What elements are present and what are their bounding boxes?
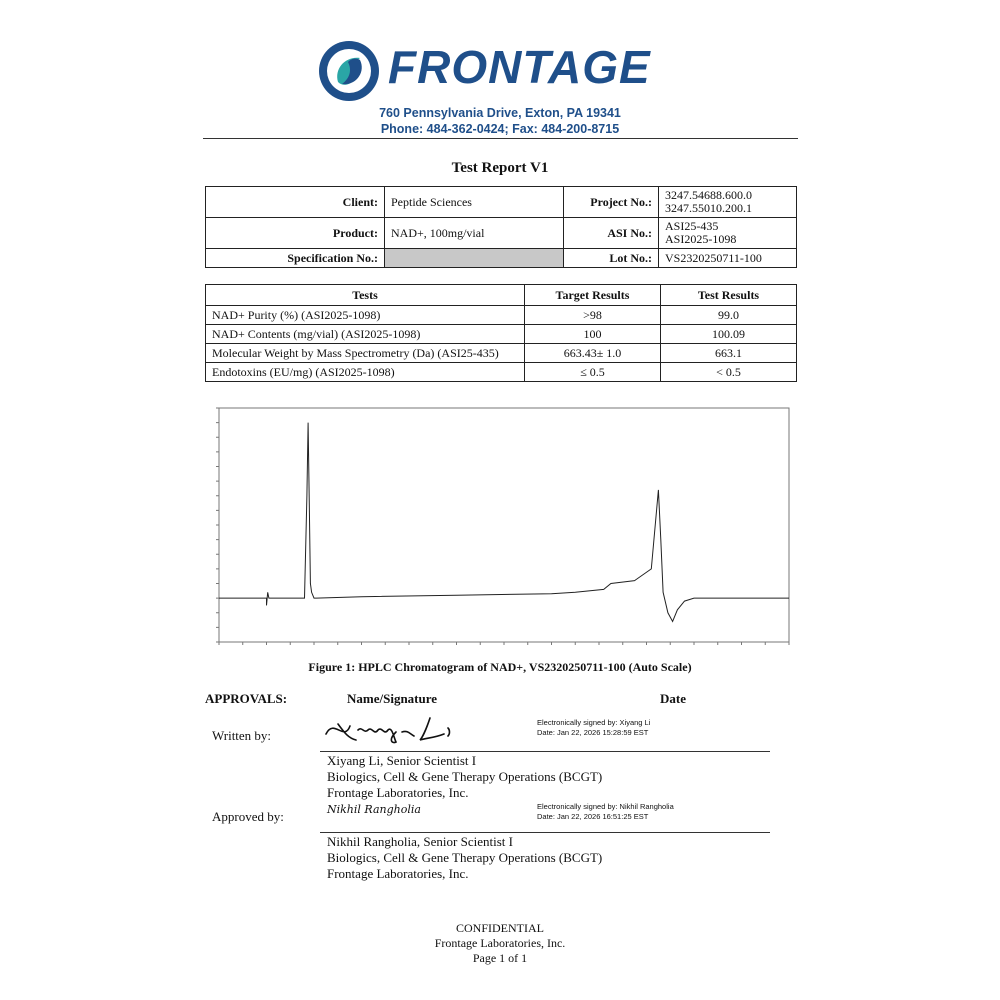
company-logo — [316, 36, 688, 106]
header-divider — [203, 138, 798, 139]
project-number-1: 3247.54688.600.0 — [665, 188, 752, 202]
written-esig-date: Date: Jan 22, 2026 15:28:59 EST — [537, 728, 649, 737]
target-result: >98 — [525, 306, 661, 325]
written-signature-line — [320, 751, 770, 752]
test-result: 663.1 — [661, 344, 797, 363]
approved-signature-line — [320, 832, 770, 833]
table-row — [206, 306, 797, 325]
date-heading: Date — [660, 691, 686, 706]
company-name: FRONTAGE — [388, 41, 651, 93]
project-value — [659, 187, 797, 218]
target-header: Target Results — [525, 285, 661, 306]
target-result: 100 — [525, 325, 661, 344]
test-name: NAD+ Purity (%) (ASI2025-1098) — [206, 306, 525, 325]
target-result: ≤ 0.5 — [525, 363, 661, 382]
written-dept: Biologics, Cell & Gene Therapy Operations (BCGT) — [327, 769, 603, 784]
table-row — [206, 344, 797, 363]
confidential-label: CONFIDENTIAL — [456, 921, 544, 935]
plot-frame — [219, 408, 789, 642]
approved-signature: Nikhil Rangholia — [327, 803, 421, 816]
page-footer — [0, 921, 1000, 966]
written-by-label: Written by: — [212, 728, 272, 743]
info-table — [205, 186, 797, 268]
company-contact: Phone: 484-362-0424; Fax: 484-200-8715 — [380, 122, 620, 136]
report-title: Test Report V1 — [451, 160, 549, 176]
approved-esig-date: Date: Jan 22, 2026 16:51:25 EST — [537, 812, 649, 821]
test-result: < 0.5 — [661, 363, 797, 382]
tests-table — [205, 284, 797, 382]
asi-label: ASI No.: — [564, 218, 659, 249]
asi-number-1: ASI25-435 — [665, 219, 719, 233]
lot-value: VS2320250711-100 — [659, 249, 797, 268]
written-name: Xiyang Li, Senior Scientist I — [327, 753, 477, 768]
result-header: Test Results — [661, 285, 797, 306]
spec-value — [385, 249, 564, 268]
asi-number-2: ASI2025-1098 — [665, 232, 737, 246]
written-org: Frontage Laboratories, Inc. — [327, 785, 469, 800]
approved-org: Frontage Laboratories, Inc. — [327, 866, 469, 881]
approved-by-label: Approved by: — [212, 809, 284, 824]
footer-company: Frontage Laboratories, Inc. — [434, 936, 566, 950]
client-label: Client: — [206, 187, 385, 218]
chromatogram-svg — [205, 404, 797, 656]
figure-caption: Figure 1: HPLC Chromatogram of NAD+, VS2320250711-100 (Auto Scale) — [308, 660, 692, 674]
target-result: 663.43± 1.0 — [525, 344, 661, 363]
test-result: 100.09 — [661, 325, 797, 344]
written-esig-signer: Electronically signed by: Xiyang Li — [537, 718, 651, 727]
spec-label: Specification No.: — [206, 249, 385, 268]
name-signature-heading: Name/Signature — [347, 691, 438, 706]
approved-dept: Biologics, Cell & Gene Therapy Operations (BCGT) — [327, 850, 603, 865]
product-label: Product: — [206, 218, 385, 249]
page-number: Page 1 of 1 — [472, 951, 528, 965]
lot-label: Lot No.: — [564, 249, 659, 268]
test-name: NAD+ Contents (mg/vial) (ASI2025-1098) — [206, 325, 525, 344]
written-by-details — [327, 753, 602, 801]
test-name: Molecular Weight by Mass Spectrometry (Da) (ASI25-435) — [206, 344, 525, 363]
frontage-logo-icon — [316, 38, 382, 104]
asi-value — [659, 218, 797, 249]
approvals-heading: APPROVALS: — [205, 691, 288, 706]
company-address: 760 Pennsylvania Drive, Exton, PA 19341 — [379, 106, 621, 120]
tests-header: Tests — [206, 285, 525, 306]
hplc-chromatogram — [205, 404, 797, 656]
table-row — [206, 325, 797, 344]
approved-name: Nikhil Rangholia, Senior Scientist I — [327, 834, 513, 849]
approved-esig — [537, 802, 674, 822]
tests-header-row — [206, 285, 797, 306]
project-number-2: 3247.55010.200.1 — [665, 201, 752, 215]
written-signature — [322, 712, 462, 746]
test-name: Endotoxins (EU/mg) (ASI2025-1098) — [206, 363, 525, 382]
client-value: Peptide Sciences — [385, 187, 564, 218]
approved-by-details — [327, 834, 602, 882]
test-result: 99.0 — [661, 306, 797, 325]
written-esig — [537, 718, 650, 738]
product-value: NAD+, 100mg/vial — [385, 218, 564, 249]
table-row — [206, 363, 797, 382]
project-label: Project No.: — [564, 187, 659, 218]
approved-esig-signer: Electronically signed by: Nikhil Rangholia — [537, 802, 674, 811]
